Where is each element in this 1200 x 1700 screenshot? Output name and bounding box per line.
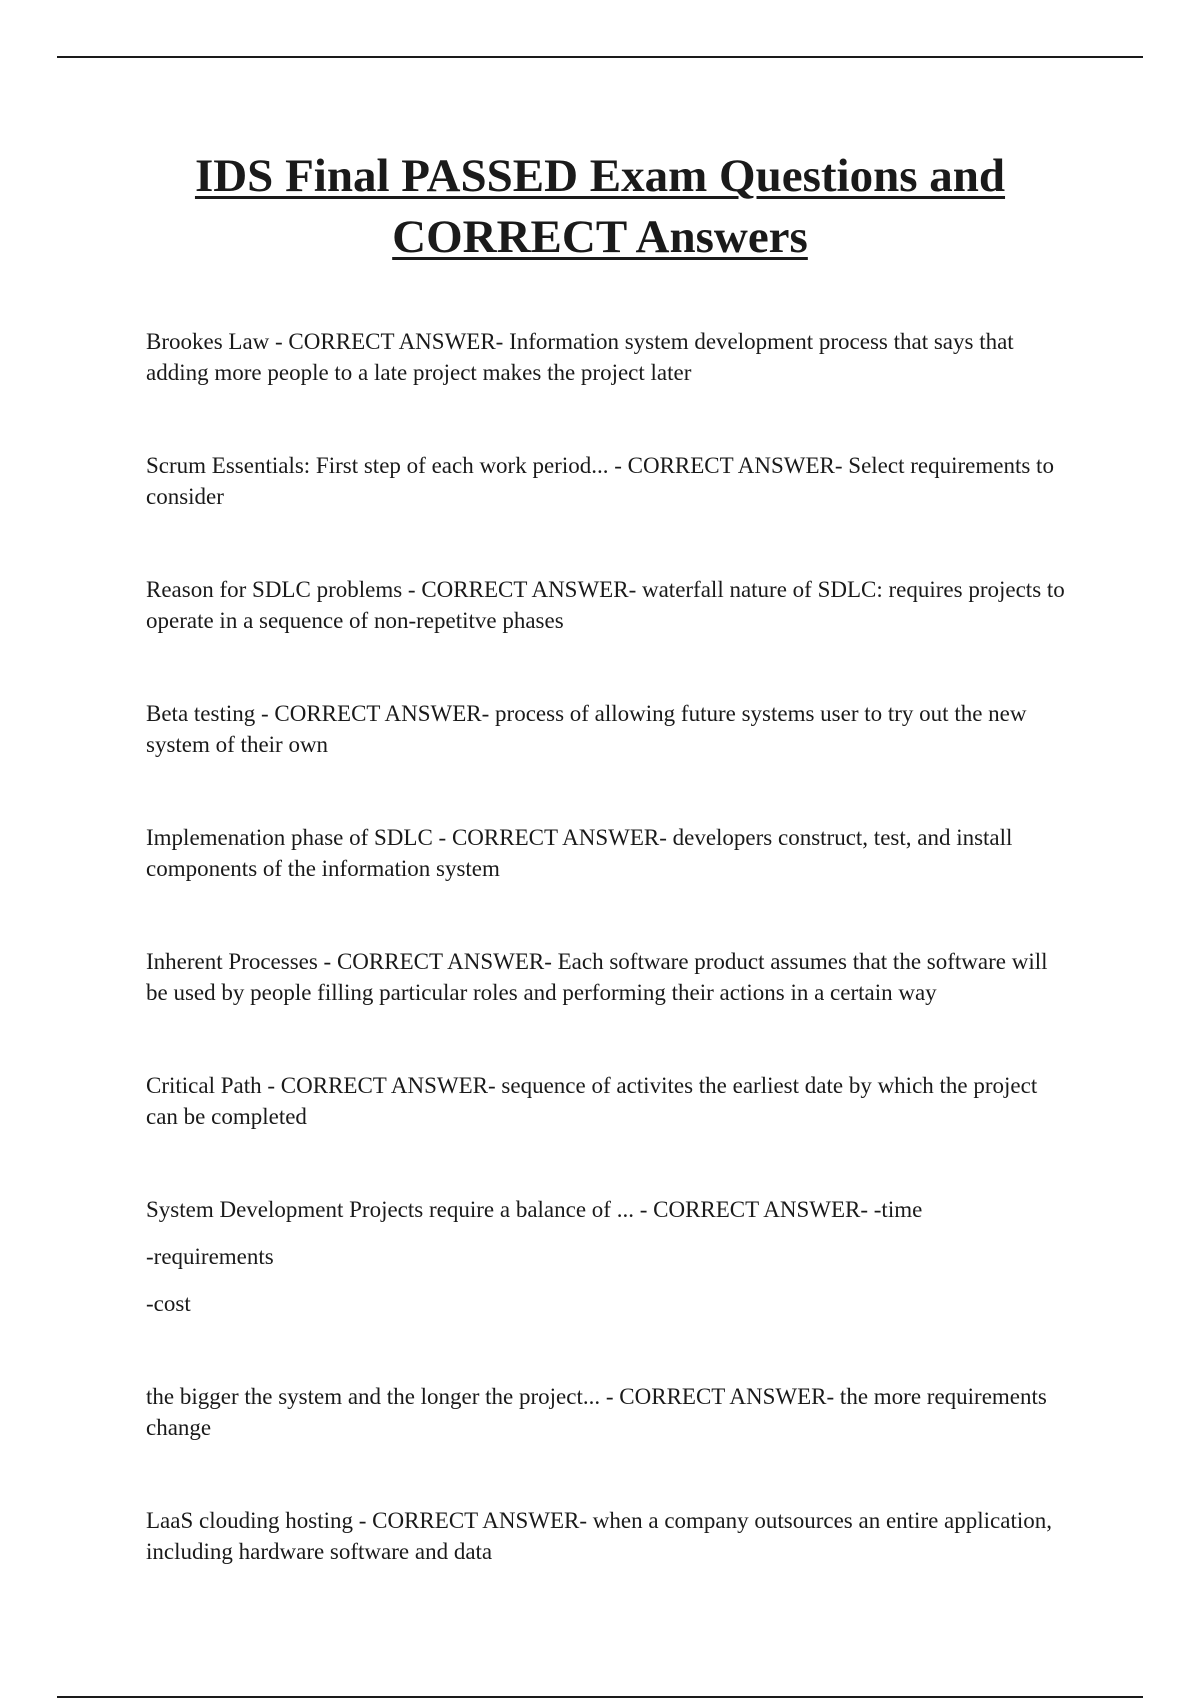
qa-item: [146, 326, 1066, 388]
qa-text: Brookes Law - CORRECT ANSWER- Information system development process that says that adding more people to a late project makes the project later: [146, 329, 1014, 385]
title-line-2: CORRECT Answers: [392, 211, 808, 263]
qa-text: LaaS clouding hosting - CORRECT ANSWER- when a company outsources an entire application, including hardware software and data: [146, 1508, 1052, 1564]
qa-text: Reason for SDLC problems - CORRECT ANSWER- waterfall nature of SDLC: requires projects to operate in a sequence of non-repetitve phases: [146, 577, 1065, 633]
bottom-divider: [57, 1696, 1143, 1698]
qa-text: Inherent Processes - CORRECT ANSWER- Each software product assumes that the software will be used by people filling particular roles and performing their actions in a certain way: [146, 949, 1048, 1005]
question-answer-list: [146, 326, 1066, 1629]
qa-extra-line: -requirements: [146, 1244, 274, 1269]
qa-item: [146, 1381, 1066, 1443]
qa-item: [146, 1194, 1066, 1319]
document-title: [100, 146, 1100, 268]
qa-text: System Development Projects require a balance of ... - CORRECT ANSWER- -time: [146, 1197, 923, 1222]
qa-item: [146, 1070, 1066, 1132]
qa-text: Implemenation phase of SDLC - CORRECT ANSWER- developers construct, test, and install components of the information system: [146, 825, 1013, 881]
qa-text: Scrum Essentials: First step of each work period... - CORRECT ANSWER- Select requirements to consider: [146, 453, 1054, 509]
qa-item: [146, 822, 1066, 884]
qa-item: [146, 946, 1066, 1008]
title-line-1: IDS Final PASSED Exam Questions and: [194, 150, 1006, 202]
qa-item: [146, 574, 1066, 636]
top-divider: [57, 56, 1143, 58]
qa-text: the bigger the system and the longer the project... - CORRECT ANSWER- the more requirements change: [146, 1384, 1047, 1440]
qa-item: [146, 698, 1066, 760]
qa-text: Critical Path - CORRECT ANSWER- sequence of activites the earliest date by which the project can be completed: [146, 1073, 1038, 1129]
qa-extra-line: -cost: [146, 1291, 191, 1316]
qa-item: [146, 450, 1066, 512]
qa-text: Beta testing - CORRECT ANSWER- process of allowing future systems user to try out the new system of their own: [146, 701, 1027, 757]
qa-item: [146, 1505, 1066, 1567]
